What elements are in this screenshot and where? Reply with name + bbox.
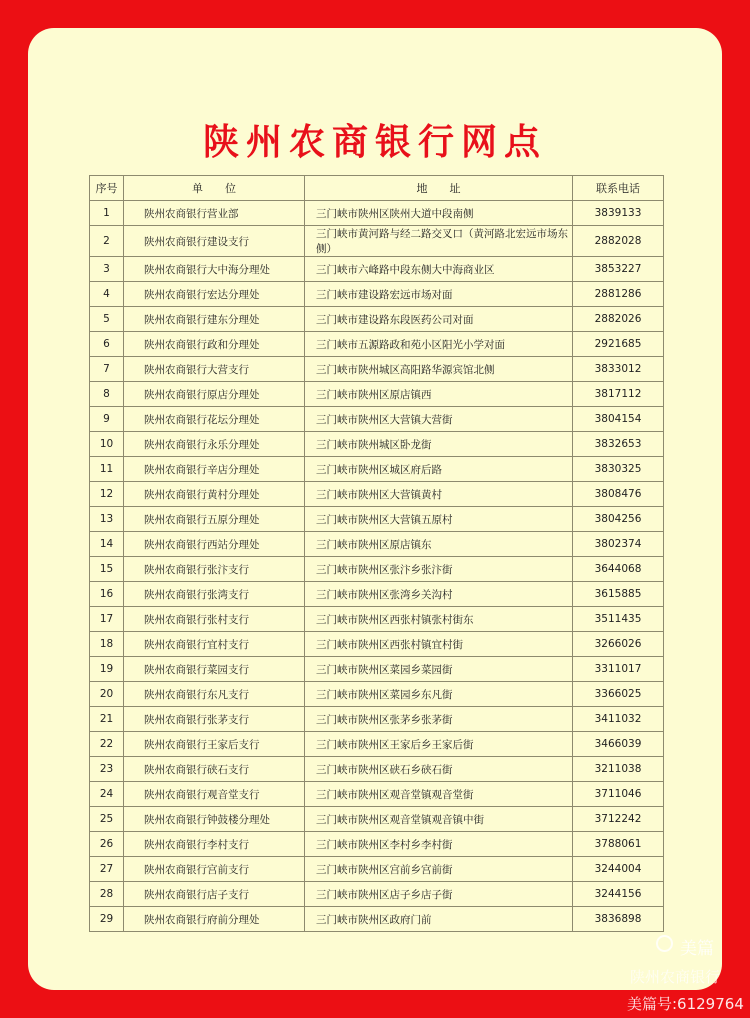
cell-no: 3 <box>90 257 124 282</box>
cell-phone: 3788061 <box>573 832 664 857</box>
cell-phone: 3832653 <box>573 432 664 457</box>
cell-address: 三门峡市陕州区政府门前 <box>305 907 573 932</box>
header-phone: 联系电话 <box>573 176 664 201</box>
cell-phone: 3615885 <box>573 582 664 607</box>
cell-phone: 3244004 <box>573 857 664 882</box>
cell-address: 三门峡市陕州区原店镇西 <box>305 382 573 407</box>
cell-phone: 3644068 <box>573 557 664 582</box>
table-row <box>90 482 664 507</box>
table-row <box>90 507 664 532</box>
cell-address: 三门峡市建设路宏远市场对面 <box>305 282 573 307</box>
cell-unit: 陕州农商银行营业部 <box>124 201 305 226</box>
table-row <box>90 607 664 632</box>
table-row <box>90 226 664 257</box>
cell-address: 三门峡市陕州区宫前乡宫前街 <box>305 857 573 882</box>
table-row <box>90 432 664 457</box>
cell-no: 6 <box>90 332 124 357</box>
watermark-id: 美篇号:6129764 <box>627 995 744 1013</box>
watermark-brand <box>680 934 714 959</box>
cell-address: 三门峡市陕州城区高阳路华源宾馆北侧 <box>305 357 573 382</box>
cell-phone: 3804256 <box>573 507 664 532</box>
cell-unit: 陕州农商银行建东分理处 <box>124 307 305 332</box>
cell-phone: 3711046 <box>573 782 664 807</box>
watermark-author: 陕州农商银行 <box>630 968 721 986</box>
cell-no: 9 <box>90 407 124 432</box>
cell-no: 24 <box>90 782 124 807</box>
cell-unit: 陕州农商银行宫前支行 <box>124 857 305 882</box>
table-row <box>90 682 664 707</box>
cell-unit: 陕州农商银行五原分理处 <box>124 507 305 532</box>
cell-unit: 陕州农商银行张汴支行 <box>124 557 305 582</box>
meipian-logo-icon <box>656 935 673 952</box>
cell-no: 29 <box>90 907 124 932</box>
cell-unit: 陕州农商银行宏达分理处 <box>124 282 305 307</box>
cell-phone: 3853227 <box>573 257 664 282</box>
cell-address: 三门峡市陕州区硖石乡硖石街 <box>305 757 573 782</box>
table-body <box>90 201 664 932</box>
cell-no: 14 <box>90 532 124 557</box>
cell-phone: 3366025 <box>573 682 664 707</box>
table-row <box>90 882 664 907</box>
header-no: 序号 <box>90 176 124 201</box>
cell-unit: 陕州农商银行大中海分理处 <box>124 257 305 282</box>
cell-address: 三门峡市陕州区原店镇东 <box>305 532 573 557</box>
table-row <box>90 732 664 757</box>
header-unit: 单 位 <box>124 176 305 201</box>
cell-unit: 陕州农商银行建设支行 <box>124 226 305 257</box>
table-row <box>90 332 664 357</box>
cell-address: 三门峡市陕州区菜园乡东凡街 <box>305 682 573 707</box>
cell-phone: 3266026 <box>573 632 664 657</box>
watermark-brand-text: 美篇 <box>680 939 714 959</box>
cell-no: 28 <box>90 882 124 907</box>
cell-phone: 3712242 <box>573 807 664 832</box>
cell-unit: 陕州农商银行大营支行 <box>124 357 305 382</box>
cell-address: 三门峡市陕州区张汴乡张汴街 <box>305 557 573 582</box>
table-row <box>90 707 664 732</box>
cell-unit: 陕州农商银行宜村支行 <box>124 632 305 657</box>
cell-unit: 陕州农商银行永乐分理处 <box>124 432 305 457</box>
cell-phone: 3804154 <box>573 407 664 432</box>
cell-unit: 陕州农商银行观音堂支行 <box>124 782 305 807</box>
cell-no: 11 <box>90 457 124 482</box>
table-row <box>90 407 664 432</box>
table-row <box>90 657 664 682</box>
cell-phone: 3808476 <box>573 482 664 507</box>
table-row <box>90 857 664 882</box>
cell-no: 15 <box>90 557 124 582</box>
table-row <box>90 382 664 407</box>
cell-no: 7 <box>90 357 124 382</box>
cell-address: 三门峡市陕州区西张村镇张村街东 <box>305 607 573 632</box>
cell-unit: 陕州农商银行花坛分理处 <box>124 407 305 432</box>
cell-address: 三门峡市陕州区大营镇黄村 <box>305 482 573 507</box>
table-row <box>90 201 664 226</box>
table-row <box>90 632 664 657</box>
cell-no: 18 <box>90 632 124 657</box>
cell-no: 4 <box>90 282 124 307</box>
cell-unit: 陕州农商银行东凡支行 <box>124 682 305 707</box>
table-row <box>90 357 664 382</box>
table-row <box>90 257 664 282</box>
cell-phone: 3244156 <box>573 882 664 907</box>
cell-address: 三门峡市陕州区城区府后路 <box>305 457 573 482</box>
cell-address: 三门峡市陕州区陕州大道中段南侧 <box>305 201 573 226</box>
cell-address: 三门峡市陕州区观音堂镇观音堂街 <box>305 782 573 807</box>
cell-address: 三门峡市五源路政和苑小区阳光小学对面 <box>305 332 573 357</box>
cell-address: 三门峡市陕州城区卧龙街 <box>305 432 573 457</box>
header-address: 地 址 <box>305 176 573 201</box>
cell-address: 三门峡市陕州区大营镇五原村 <box>305 507 573 532</box>
cell-no: 22 <box>90 732 124 757</box>
table-row <box>90 582 664 607</box>
table-row <box>90 557 664 582</box>
cell-unit: 陕州农商银行张茅支行 <box>124 707 305 732</box>
cell-phone: 2882026 <box>573 307 664 332</box>
cell-phone: 3830325 <box>573 457 664 482</box>
cell-address: 三门峡市陕州区菜园乡菜园街 <box>305 657 573 682</box>
cell-no: 21 <box>90 707 124 732</box>
page-title: 陕州农商银行网点 <box>202 122 547 163</box>
cell-no: 12 <box>90 482 124 507</box>
cell-no: 13 <box>90 507 124 532</box>
cell-unit: 陕州农商银行政和分理处 <box>124 332 305 357</box>
cell-no: 26 <box>90 832 124 857</box>
cell-address: 三门峡市陕州区店子乡店子街 <box>305 882 573 907</box>
cell-no: 27 <box>90 857 124 882</box>
cell-no: 19 <box>90 657 124 682</box>
cell-no: 20 <box>90 682 124 707</box>
cell-no: 8 <box>90 382 124 407</box>
cell-address: 三门峡市陕州区王家后乡王家后街 <box>305 732 573 757</box>
cell-no: 1 <box>90 201 124 226</box>
cell-phone: 3411032 <box>573 707 664 732</box>
cell-address: 三门峡市六峰路中段东侧大中海商业区 <box>305 257 573 282</box>
cell-unit: 陕州农商银行原店分理处 <box>124 382 305 407</box>
cell-phone: 2881286 <box>573 282 664 307</box>
cell-unit: 陕州农商银行西站分理处 <box>124 532 305 557</box>
table-row <box>90 532 664 557</box>
cell-phone: 3802374 <box>573 532 664 557</box>
table-row <box>90 282 664 307</box>
cell-unit: 陕州农商银行府前分理处 <box>124 907 305 932</box>
cell-unit: 陕州农商银行李村支行 <box>124 832 305 857</box>
cell-unit: 陕州农商银行辛店分理处 <box>124 457 305 482</box>
cell-no: 10 <box>90 432 124 457</box>
cell-unit: 陕州农商银行硖石支行 <box>124 757 305 782</box>
table-header-row <box>90 176 664 201</box>
cell-address: 三门峡市陕州区大营镇大营街 <box>305 407 573 432</box>
cell-phone: 3311017 <box>573 657 664 682</box>
cell-address: 三门峡市陕州区观音堂镇观音镇中街 <box>305 807 573 832</box>
cell-phone: 3511435 <box>573 607 664 632</box>
cell-unit: 陕州农商银行王家后支行 <box>124 732 305 757</box>
branch-table <box>89 175 664 932</box>
cell-unit: 陕州农商银行张村支行 <box>124 607 305 632</box>
cell-address: 三门峡市黄河路与经二路交叉口（黄河路北宏远市场东侧） <box>305 226 573 257</box>
cell-phone: 3211038 <box>573 757 664 782</box>
cell-no: 25 <box>90 807 124 832</box>
cell-no: 17 <box>90 607 124 632</box>
table-row <box>90 457 664 482</box>
cell-phone: 3836898 <box>573 907 664 932</box>
cell-phone: 3817112 <box>573 382 664 407</box>
table-row <box>90 907 664 932</box>
cell-phone: 3839133 <box>573 201 664 226</box>
cell-unit: 陕州农商银行店子支行 <box>124 882 305 907</box>
cell-unit: 陕州农商银行张湾支行 <box>124 582 305 607</box>
cell-phone: 3466039 <box>573 732 664 757</box>
cell-no: 16 <box>90 582 124 607</box>
cell-address: 三门峡市陕州区西张村镇宜村街 <box>305 632 573 657</box>
table-row <box>90 782 664 807</box>
cell-no: 2 <box>90 226 124 257</box>
table-row <box>90 757 664 782</box>
cell-address: 三门峡市陕州区张湾乡关沟村 <box>305 582 573 607</box>
cell-phone: 3833012 <box>573 357 664 382</box>
cell-address: 三门峡市陕州区李村乡李村街 <box>305 832 573 857</box>
cell-phone: 2921685 <box>573 332 664 357</box>
cell-phone: 2882028 <box>573 226 664 257</box>
cell-no: 5 <box>90 307 124 332</box>
cell-unit: 陕州农商银行钟鼓楼分理处 <box>124 807 305 832</box>
cell-unit: 陕州农商银行菜园支行 <box>124 657 305 682</box>
table-row <box>90 832 664 857</box>
cell-address: 三门峡市建设路东段医药公司对面 <box>305 307 573 332</box>
cell-unit: 陕州农商银行黄村分理处 <box>124 482 305 507</box>
table-row <box>90 807 664 832</box>
table-row <box>90 307 664 332</box>
cell-address: 三门峡市陕州区张茅乡张茅街 <box>305 707 573 732</box>
cell-no: 23 <box>90 757 124 782</box>
